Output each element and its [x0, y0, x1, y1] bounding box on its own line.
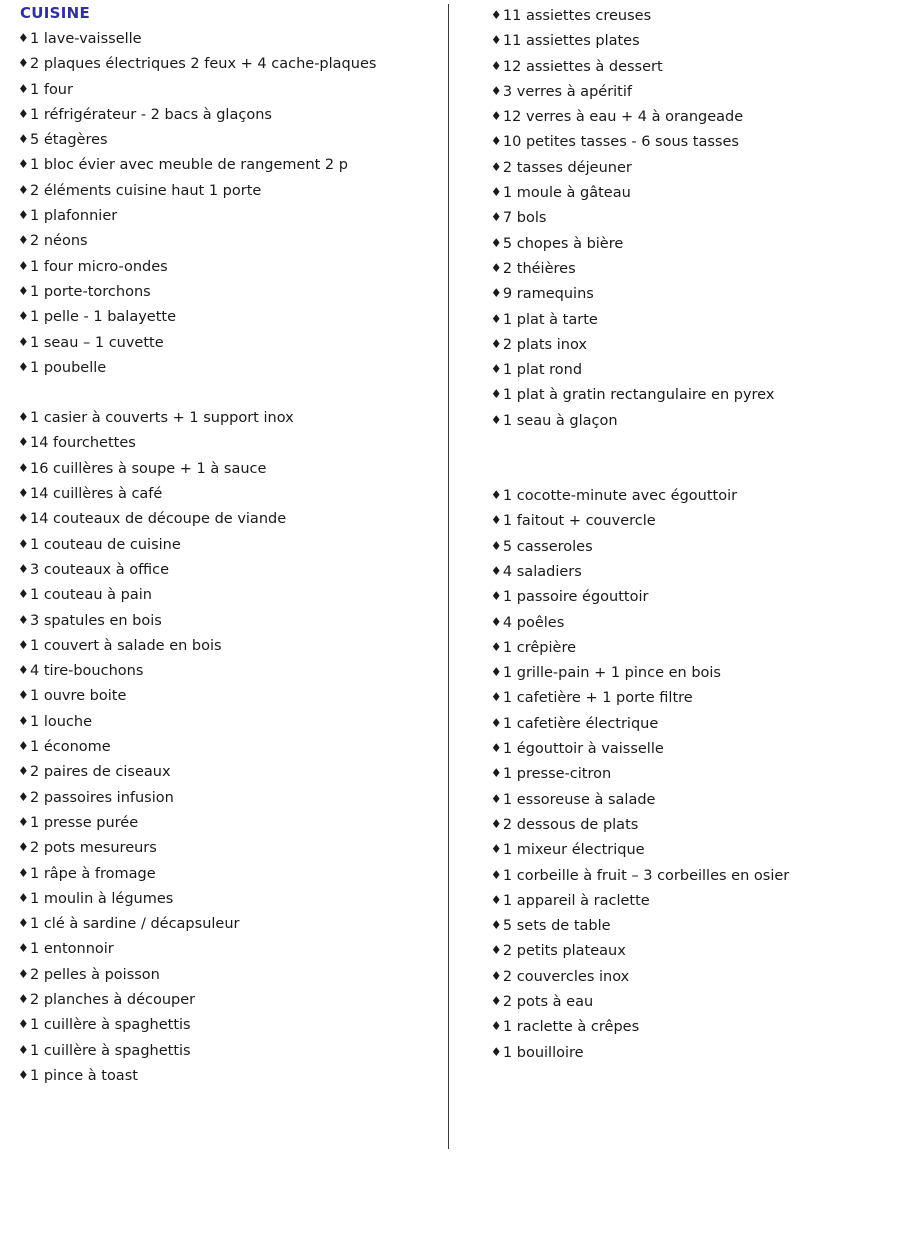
list-item [491, 712, 887, 737]
list-item-label: 3 spatules en bois [30, 612, 162, 629]
list-item-label: 1 mixeur électrique [502, 842, 645, 859]
list-item [18, 937, 448, 962]
list-item-label: 3 couteaux à office [30, 561, 170, 578]
list-item-label: 1 presse-citron [502, 766, 612, 783]
list-item [18, 1039, 448, 1064]
list-item [491, 257, 887, 282]
list-item-label: 1 porte-torchons [30, 283, 151, 300]
list-item [18, 659, 448, 684]
list-item [18, 103, 448, 128]
bullet-icon: ♦ [18, 56, 29, 71]
list-item [491, 686, 887, 711]
list-item-label: 2 théières [502, 260, 576, 277]
bullet-icon: ♦ [490, 185, 502, 200]
list-item [18, 786, 448, 811]
bullet-icon: ♦ [490, 665, 502, 680]
list-item [491, 55, 887, 80]
list-item-label: 2 pelles à poisson [30, 966, 160, 983]
list-item [18, 710, 448, 735]
bullet-icon: ♦ [490, 83, 502, 98]
list-item-label: 16 cuillères à soupe + 1 à sauce [30, 460, 267, 477]
list-item-label: 1 couvert à salade en bois [30, 637, 222, 654]
list-item-label: 14 couteaux de découpe de viande [30, 511, 287, 528]
list-item [18, 684, 448, 709]
list-item [18, 583, 448, 608]
list-item-label: 2 passoires infusion [30, 789, 174, 806]
left-item-list [18, 27, 448, 1089]
list-item [18, 406, 448, 431]
bullet-icon: ♦ [18, 106, 29, 121]
list-item [18, 229, 448, 254]
list-item-label: 2 pots à eau [502, 993, 594, 1010]
bullet-icon: ♦ [18, 840, 29, 855]
list-item-label: 1 essoreuse à salade [502, 791, 656, 808]
bullet-icon: ♦ [490, 58, 502, 73]
list-item-label: 1 four [30, 81, 73, 98]
bullet-icon: ♦ [18, 688, 29, 703]
bullet-icon: ♦ [18, 359, 29, 374]
list-item [491, 611, 887, 636]
bullet-icon: ♦ [490, 943, 502, 958]
bullet-icon: ♦ [18, 739, 29, 754]
list-item [491, 889, 887, 914]
bullet-icon: ♦ [490, 993, 502, 1008]
list-item-label: 1 couteau à pain [30, 587, 152, 604]
list-item [18, 811, 448, 836]
list-item-label: 14 fourchettes [30, 435, 136, 452]
list-item-label: 3 verres à apéritif [502, 83, 633, 100]
bullet-icon: ♦ [490, 159, 502, 174]
list-item [491, 80, 887, 105]
list-item-label: 12 verres à eau + 4 à orangeade [502, 109, 744, 126]
list-item [491, 509, 887, 534]
list-item-label: 2 dessous de plats [502, 816, 639, 833]
section-title-cuisine: CUISINE [20, 4, 91, 22]
list-item [18, 862, 448, 887]
list-spacer [491, 459, 887, 484]
list-item-label: 1 moule à gâteau [502, 185, 631, 202]
list-item [491, 838, 887, 863]
list-item-label: 1 plat à gratin rectangulaire en pyrex [502, 387, 775, 404]
list-item-label: 14 cuillères à café [30, 486, 163, 503]
bullet-icon: ♦ [18, 966, 29, 981]
list-item [491, 383, 887, 408]
bullet-icon: ♦ [490, 589, 502, 604]
bullet-icon: ♦ [18, 1017, 29, 1032]
bullet-icon: ♦ [490, 791, 502, 806]
list-item-label: 1 économe [30, 739, 111, 756]
list-item [18, 482, 448, 507]
bullet-icon: ♦ [490, 412, 502, 427]
list-item [491, 636, 887, 661]
list-item-label: 1 râpe à fromage [30, 865, 156, 882]
list-item [491, 864, 887, 889]
list-item [18, 331, 448, 356]
bullet-icon: ♦ [18, 991, 29, 1006]
bullet-icon: ♦ [18, 283, 29, 298]
list-item [491, 965, 887, 990]
list-item-label: 1 bouilloire [502, 1044, 584, 1061]
list-item [491, 156, 887, 181]
list-item-label: 1 casier à couverts + 1 support inox [30, 410, 294, 427]
bullet-icon: ♦ [490, 715, 502, 730]
list-spacer [491, 434, 887, 459]
list-item [491, 282, 887, 307]
list-item-label: 12 assiettes à dessert [502, 58, 663, 75]
list-item-label: 1 cuillère à spaghettis [30, 1017, 191, 1034]
list-item [18, 912, 448, 937]
right-column [449, 4, 887, 1066]
list-item-label: 1 pelle - 1 balayette [30, 309, 177, 326]
list-item [491, 206, 887, 231]
list-item [491, 813, 887, 838]
bullet-icon: ♦ [18, 486, 29, 501]
bullet-icon: ♦ [490, 842, 502, 857]
list-item [18, 78, 448, 103]
list-item [18, 179, 448, 204]
list-item [491, 308, 887, 333]
bullet-icon: ♦ [18, 81, 29, 96]
list-item [18, 735, 448, 760]
bullet-icon: ♦ [490, 362, 502, 377]
list-item-label: 2 paires de ciseaux [30, 764, 171, 781]
bullet-icon: ♦ [18, 334, 29, 349]
bullet-icon: ♦ [18, 764, 29, 779]
bullet-icon: ♦ [490, 816, 502, 831]
list-item-label: 1 moulin à légumes [30, 890, 174, 907]
list-item [18, 431, 448, 456]
list-item [491, 105, 887, 130]
bullet-icon: ♦ [18, 890, 29, 905]
list-item [491, 560, 887, 585]
list-item [18, 634, 448, 659]
bullet-icon: ♦ [18, 435, 29, 450]
bullet-icon: ♦ [18, 865, 29, 880]
list-item-label: 1 plat rond [502, 362, 583, 379]
list-item-label: 1 passoire égouttoir [502, 589, 649, 606]
list-spacer [18, 381, 448, 406]
bullet-icon: ♦ [18, 309, 29, 324]
bullet-icon: ♦ [18, 410, 29, 425]
list-item [491, 737, 887, 762]
list-item [18, 1064, 448, 1089]
list-item-label: 2 petits plateaux [502, 943, 626, 960]
bullet-icon: ♦ [18, 1042, 29, 1057]
list-item-label: 1 faitout + couvercle [502, 513, 656, 530]
list-item-label: 1 entonnoir [30, 941, 114, 958]
list-item-label: 1 crêpière [502, 639, 577, 656]
list-item [491, 130, 887, 155]
list-item-label: 2 couvercles inox [502, 968, 630, 985]
list-item [18, 558, 448, 583]
list-item-label: 5 étagères [30, 132, 108, 149]
list-item-label: 5 chopes à bière [502, 235, 624, 252]
list-item [491, 535, 887, 560]
list-item [18, 356, 448, 381]
bullet-icon: ♦ [490, 741, 502, 756]
list-item-label: 1 four micro-ondes [30, 258, 168, 275]
list-item [491, 914, 887, 939]
list-item [18, 305, 448, 330]
list-item-label: 1 cocotte-minute avec égouttoir [502, 488, 738, 505]
bullet-icon: ♦ [490, 690, 502, 705]
bullet-icon: ♦ [18, 157, 29, 172]
bullet-icon: ♦ [18, 1067, 29, 1082]
list-item-label: 1 cuillère à spaghettis [30, 1042, 191, 1059]
bullet-icon: ♦ [490, 286, 502, 301]
list-item-label: 2 tasses déjeuner [502, 159, 632, 176]
list-item [491, 29, 887, 54]
list-item-label: 1 clé à sardine / décapsuleur [30, 916, 240, 933]
list-item [491, 939, 887, 964]
right-item-list [491, 4, 887, 1066]
list-item-label: 2 plats inox [502, 336, 587, 353]
list-item [18, 760, 448, 785]
bullet-icon: ♦ [490, 766, 502, 781]
bullet-icon: ♦ [18, 258, 29, 273]
list-item [18, 52, 448, 77]
bullet-icon: ♦ [490, 968, 502, 983]
list-item [491, 4, 887, 29]
list-item-label: 1 poubelle [30, 359, 107, 376]
list-item-label: 1 bloc évier avec meuble de rangement 2 p [30, 157, 348, 174]
list-item-label: 2 néons [30, 233, 88, 250]
list-item-label: 10 petites tasses - 6 sous tasses [502, 134, 739, 151]
bullet-icon: ♦ [490, 892, 502, 907]
list-item-label: 1 seau – 1 cuvette [30, 334, 164, 351]
list-item [491, 990, 887, 1015]
list-item [18, 609, 448, 634]
list-item [18, 153, 448, 178]
bullet-icon: ♦ [18, 132, 29, 147]
bullet-icon: ♦ [18, 460, 29, 475]
list-item [491, 484, 887, 509]
list-item [18, 887, 448, 912]
bullet-icon: ♦ [490, 8, 502, 22]
bullet-icon: ♦ [18, 233, 29, 248]
two-column-layout [12, 4, 887, 1149]
list-item-label: 1 égouttoir à vaisselle [502, 741, 664, 758]
bullet-icon: ♦ [18, 637, 29, 652]
list-item [18, 507, 448, 532]
list-item-label: 11 assiettes creuses [502, 8, 652, 24]
list-item [491, 1041, 887, 1066]
bullet-icon: ♦ [490, 109, 502, 124]
list-item [18, 457, 448, 482]
list-item-label: 5 sets de table [502, 918, 611, 935]
list-item [491, 358, 887, 383]
bullet-icon: ♦ [490, 210, 502, 225]
list-item [18, 533, 448, 558]
list-item [491, 762, 887, 787]
list-item-label: 1 réfrigérateur - 2 bacs à glaçons [30, 106, 272, 123]
bullet-icon: ♦ [490, 311, 502, 326]
list-item [18, 836, 448, 861]
bullet-icon: ♦ [490, 867, 502, 882]
bullet-icon: ♦ [18, 561, 29, 576]
list-item [491, 409, 887, 434]
list-item-label: 1 louche [30, 713, 93, 730]
bullet-icon: ♦ [18, 916, 29, 931]
bullet-icon: ♦ [18, 511, 29, 526]
bullet-icon: ♦ [18, 612, 29, 627]
bullet-icon: ♦ [18, 814, 29, 829]
list-item-label: 2 plaques électriques 2 feux + 4 cache-plaques [30, 56, 377, 73]
list-item-label: 7 bols [502, 210, 547, 227]
list-item-label: 1 presse purée [30, 814, 139, 831]
list-item [18, 963, 448, 988]
list-item [18, 27, 448, 52]
list-item [18, 280, 448, 305]
list-item [491, 232, 887, 257]
bullet-icon: ♦ [490, 336, 502, 351]
list-item-label: 4 tire-bouchons [30, 663, 144, 680]
list-item [491, 788, 887, 813]
list-item [18, 128, 448, 153]
bullet-icon: ♦ [490, 563, 502, 578]
list-item-label: 1 lave-vaisselle [30, 31, 142, 47]
list-item-label: 4 poêles [502, 614, 565, 631]
list-item [18, 988, 448, 1013]
list-item [18, 204, 448, 229]
list-item-label: 2 pots mesureurs [30, 840, 157, 857]
list-item-label: 2 planches à découper [30, 991, 196, 1008]
left-column [12, 4, 448, 1089]
list-item-label: 5 casseroles [502, 538, 593, 555]
bullet-icon: ♦ [490, 513, 502, 528]
list-item [491, 661, 887, 686]
bullet-icon: ♦ [490, 614, 502, 629]
list-item-label: 1 ouvre boite [30, 688, 127, 705]
bullet-icon: ♦ [490, 387, 502, 402]
list-item-label: 1 cafetière + 1 porte filtre [502, 690, 693, 707]
list-item-label: 1 plat à tarte [502, 311, 598, 328]
bullet-icon: ♦ [18, 182, 29, 197]
bullet-icon: ♦ [18, 31, 29, 45]
bullet-icon: ♦ [490, 235, 502, 250]
bullet-icon: ♦ [490, 639, 502, 654]
list-item-label: 1 grille-pain + 1 pince en bois [502, 665, 721, 682]
bullet-icon: ♦ [18, 208, 29, 223]
list-item-label: 11 assiettes plates [502, 33, 640, 50]
list-item-label: 1 corbeille à fruit – 3 corbeilles en osier [502, 867, 790, 884]
list-item [18, 255, 448, 280]
list-item-label: 1 seau à glaçon [502, 412, 618, 429]
bullet-icon: ♦ [18, 587, 29, 602]
list-item-label: 1 plafonnier [30, 208, 118, 225]
list-item-label: 1 appareil à raclette [502, 892, 650, 909]
list-item-label: 2 éléments cuisine haut 1 porte [30, 182, 262, 199]
list-item [491, 333, 887, 358]
list-item [491, 181, 887, 206]
list-item-label: 1 raclette à crêpes [502, 1019, 640, 1036]
list-item [18, 1013, 448, 1038]
bullet-icon: ♦ [18, 713, 29, 728]
list-item-label: 9 ramequins [502, 286, 594, 303]
bullet-icon: ♦ [490, 488, 502, 503]
bullet-icon: ♦ [490, 33, 502, 48]
list-item-label: 1 cafetière électrique [502, 715, 659, 732]
list-item [491, 1015, 887, 1040]
bullet-icon: ♦ [490, 1044, 502, 1059]
bullet-icon: ♦ [490, 260, 502, 275]
bullet-icon: ♦ [18, 941, 29, 956]
bullet-icon: ♦ [490, 538, 502, 553]
bullet-icon: ♦ [18, 663, 29, 678]
bullet-icon: ♦ [490, 1019, 502, 1034]
bullet-icon: ♦ [18, 789, 29, 804]
bullet-icon: ♦ [490, 918, 502, 933]
list-item [491, 585, 887, 610]
list-item-label: 4 saladiers [502, 563, 582, 580]
list-item-label: 1 pince à toast [30, 1067, 138, 1084]
bullet-icon: ♦ [18, 536, 29, 551]
list-item-label: 1 couteau de cuisine [30, 536, 181, 553]
bullet-icon: ♦ [490, 134, 502, 149]
